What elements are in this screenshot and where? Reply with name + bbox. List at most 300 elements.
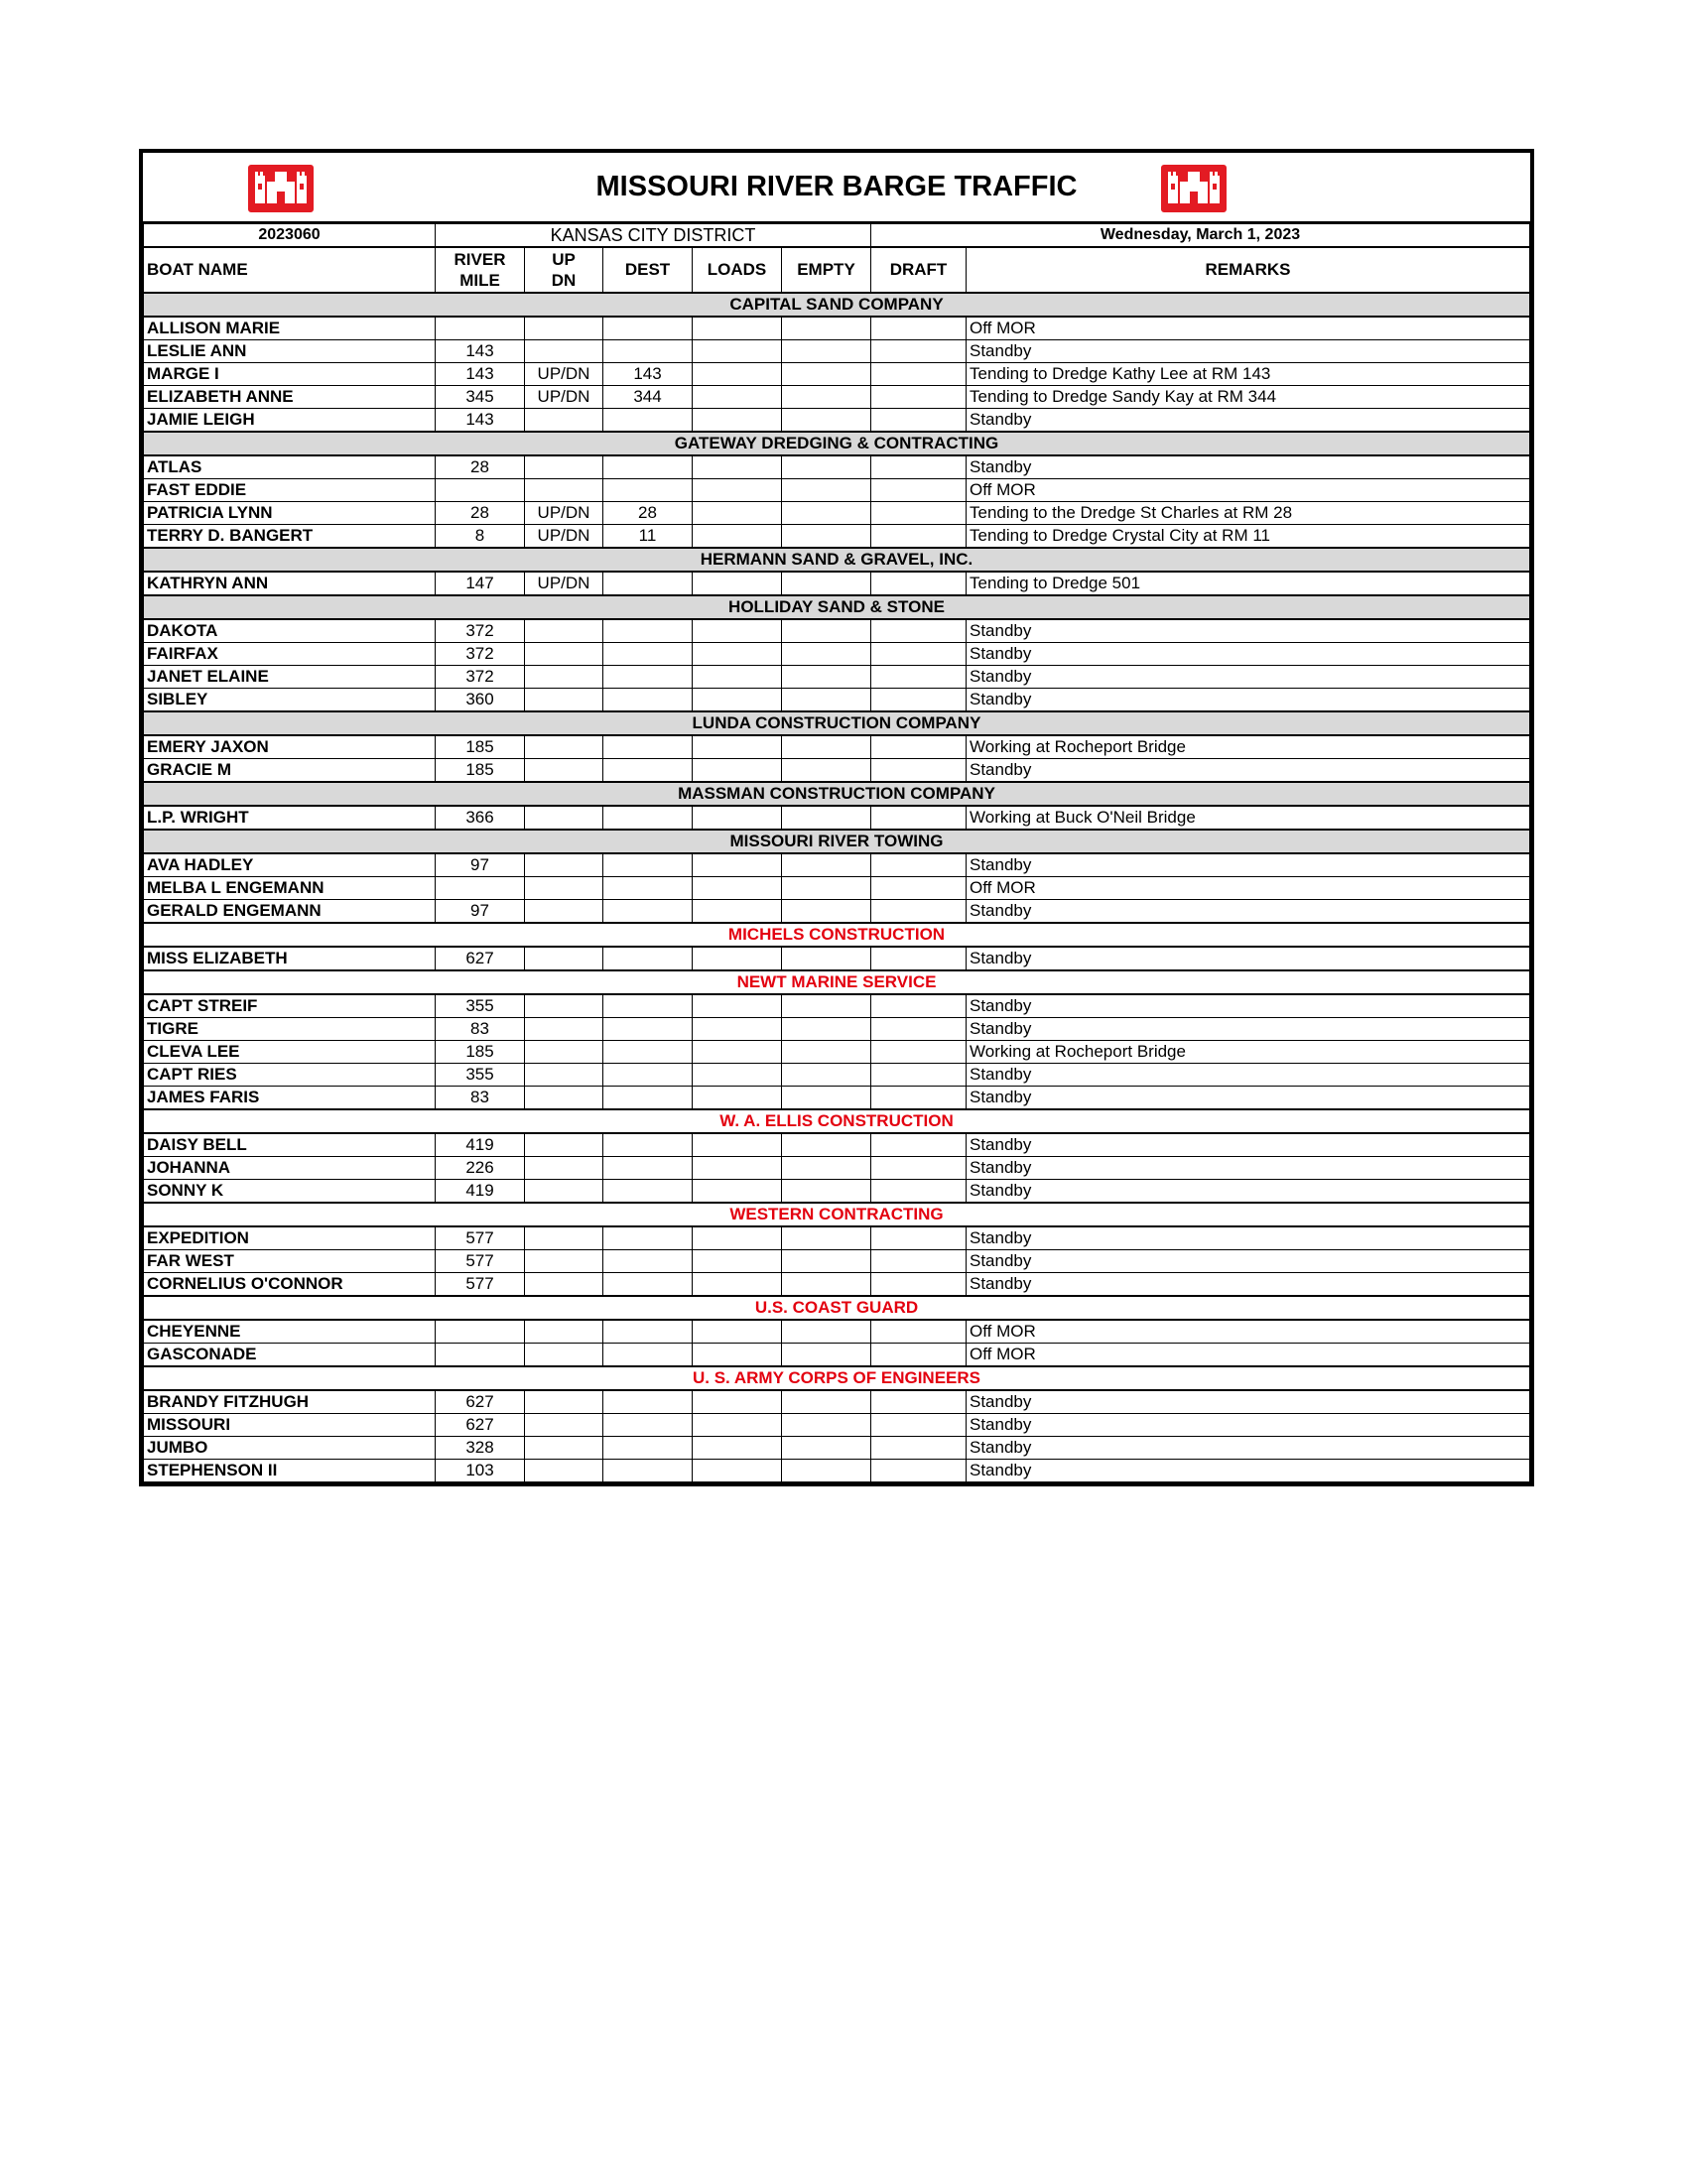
col-up-dn-line2: DN	[551, 270, 577, 290]
draft	[871, 1086, 967, 1109]
river-mile: 185	[436, 758, 525, 782]
river-mile: 577	[436, 1249, 525, 1272]
remarks: Standby	[967, 1063, 1530, 1086]
dest	[603, 455, 693, 479]
boat-name: PATRICIA LYNN	[144, 501, 436, 524]
river-mile: 226	[436, 1156, 525, 1179]
title-cell	[144, 153, 1530, 222]
boat-name: ALLISON MARIE	[144, 317, 436, 340]
draft	[871, 947, 967, 970]
river-mile: 143	[436, 362, 525, 385]
loads	[693, 876, 782, 899]
river-mile: 185	[436, 735, 525, 759]
empty	[782, 1017, 871, 1040]
remarks: Standby	[967, 1156, 1530, 1179]
river-mile: 328	[436, 1436, 525, 1459]
boat-row	[144, 478, 1530, 501]
empty	[782, 1320, 871, 1344]
loads	[693, 408, 782, 432]
draft	[871, 501, 967, 524]
remarks: Off MOR	[967, 876, 1530, 899]
boat-name: CAPT RIES	[144, 1063, 436, 1086]
column-header-row	[144, 247, 1530, 293]
empty	[782, 1459, 871, 1481]
draft	[871, 1179, 967, 1203]
boat-row	[144, 1459, 1530, 1481]
empty	[782, 876, 871, 899]
up-dn	[525, 806, 603, 830]
up-dn	[525, 642, 603, 665]
up-dn	[525, 455, 603, 479]
report-id: 2023060	[144, 222, 436, 247]
boat-row	[144, 362, 1530, 385]
empty	[782, 524, 871, 548]
up-dn: UP/DN	[525, 524, 603, 548]
company-name: HERMANN SAND & GRAVEL, INC.	[144, 548, 1530, 572]
empty	[782, 1390, 871, 1414]
up-dn	[525, 1156, 603, 1179]
draft	[871, 1436, 967, 1459]
remarks: Standby	[967, 994, 1530, 1018]
boat-name: JUMBO	[144, 1436, 436, 1459]
col-river-mile	[436, 247, 525, 293]
boat-name: CLEVA LEE	[144, 1040, 436, 1063]
loads	[693, 1086, 782, 1109]
up-dn	[525, 899, 603, 923]
boat-name: JOHANNA	[144, 1156, 436, 1179]
company-section-header	[144, 782, 1530, 806]
dest: 143	[603, 362, 693, 385]
empty	[782, 853, 871, 877]
up-dn: UP/DN	[525, 572, 603, 595]
dest	[603, 572, 693, 595]
empty	[782, 899, 871, 923]
boat-name: MARGE I	[144, 362, 436, 385]
loads	[693, 758, 782, 782]
draft	[871, 1459, 967, 1481]
draft	[871, 1343, 967, 1366]
remarks: Tending to Dredge Crystal City at RM 11	[967, 524, 1530, 548]
usace-castle-logo-left	[248, 165, 314, 212]
loads	[693, 1017, 782, 1040]
river-mile: 83	[436, 1086, 525, 1109]
river-mile	[436, 1320, 525, 1344]
loads	[693, 1320, 782, 1344]
river-mile: 419	[436, 1133, 525, 1157]
boat-row	[144, 1320, 1530, 1344]
empty	[782, 1249, 871, 1272]
boat-row	[144, 947, 1530, 970]
loads	[693, 806, 782, 830]
boat-name: ELIZABETH ANNE	[144, 385, 436, 408]
empty	[782, 1086, 871, 1109]
empty	[782, 665, 871, 688]
empty	[782, 947, 871, 970]
boat-name: KATHRYN ANN	[144, 572, 436, 595]
company-section-header	[144, 548, 1530, 572]
up-dn	[525, 735, 603, 759]
boat-row	[144, 1390, 1530, 1414]
boat-name: FAST EDDIE	[144, 478, 436, 501]
river-mile: 147	[436, 572, 525, 595]
boat-name: CHEYENNE	[144, 1320, 436, 1344]
barge-traffic-sheet	[139, 149, 1534, 1486]
up-dn	[525, 1133, 603, 1157]
empty	[782, 385, 871, 408]
dest	[603, 735, 693, 759]
company-section-header	[144, 1366, 1530, 1390]
dest: 344	[603, 385, 693, 408]
draft	[871, 572, 967, 595]
company-name: W. A. ELLIS CONSTRUCTION	[144, 1109, 1530, 1133]
up-dn	[525, 1436, 603, 1459]
draft	[871, 1156, 967, 1179]
up-dn	[525, 1320, 603, 1344]
up-dn	[525, 947, 603, 970]
remarks: Working at Buck O'Neil Bridge	[967, 806, 1530, 830]
remarks: Tending to Dredge 501	[967, 572, 1530, 595]
up-dn	[525, 1272, 603, 1296]
empty	[782, 1156, 871, 1179]
loads	[693, 665, 782, 688]
draft	[871, 1063, 967, 1086]
draft	[871, 478, 967, 501]
remarks: Standby	[967, 1249, 1530, 1272]
loads	[693, 385, 782, 408]
dest	[603, 339, 693, 362]
loads	[693, 572, 782, 595]
empty	[782, 1413, 871, 1436]
dest	[603, 876, 693, 899]
remarks: Tending to Dredge Sandy Kay at RM 344	[967, 385, 1530, 408]
dest	[603, 806, 693, 830]
remarks: Off MOR	[967, 317, 1530, 340]
company-name: MISSOURI RIVER TOWING	[144, 830, 1530, 853]
company-name: GATEWAY DREDGING & CONTRACTING	[144, 432, 1530, 455]
company-section-header	[144, 432, 1530, 455]
remarks: Standby	[967, 1133, 1530, 1157]
company-name: HOLLIDAY SAND & STONE	[144, 595, 1530, 619]
boat-row	[144, 1040, 1530, 1063]
draft	[871, 1413, 967, 1436]
boat-name: EXPEDITION	[144, 1226, 436, 1250]
company-name: U.S. COAST GUARD	[144, 1296, 1530, 1320]
company-name: MASSMAN CONSTRUCTION COMPANY	[144, 782, 1530, 806]
draft	[871, 853, 967, 877]
loads	[693, 501, 782, 524]
dest	[603, 1272, 693, 1296]
empty	[782, 1272, 871, 1296]
loads	[693, 1040, 782, 1063]
up-dn	[525, 1063, 603, 1086]
dest	[603, 317, 693, 340]
col-up-dn	[525, 247, 603, 293]
river-mile	[436, 478, 525, 501]
remarks: Standby	[967, 1017, 1530, 1040]
dest	[603, 1133, 693, 1157]
boat-name: ATLAS	[144, 455, 436, 479]
empty	[782, 1040, 871, 1063]
draft	[871, 806, 967, 830]
draft	[871, 1017, 967, 1040]
boat-row	[144, 853, 1530, 877]
loads	[693, 1063, 782, 1086]
river-mile: 28	[436, 455, 525, 479]
empty	[782, 1063, 871, 1086]
col-river-mile-line1: RIVER	[454, 249, 506, 269]
boat-name: FAIRFAX	[144, 642, 436, 665]
up-dn	[525, 876, 603, 899]
boat-row	[144, 1063, 1530, 1086]
boat-name: CAPT STREIF	[144, 994, 436, 1018]
remarks: Off MOR	[967, 1343, 1530, 1366]
company-name: LUNDA CONSTRUCTION COMPANY	[144, 711, 1530, 735]
draft	[871, 642, 967, 665]
river-mile: 185	[436, 1040, 525, 1063]
boat-name: MISSOURI	[144, 1413, 436, 1436]
company-section-header	[144, 1296, 1530, 1320]
remarks: Standby	[967, 1086, 1530, 1109]
loads	[693, 735, 782, 759]
draft	[871, 1249, 967, 1272]
draft	[871, 876, 967, 899]
loads	[693, 853, 782, 877]
dest	[603, 853, 693, 877]
dest	[603, 665, 693, 688]
draft	[871, 339, 967, 362]
remarks: Standby	[967, 899, 1530, 923]
empty	[782, 1179, 871, 1203]
loads	[693, 1436, 782, 1459]
river-mile: 355	[436, 1063, 525, 1086]
boat-row	[144, 758, 1530, 782]
draft	[871, 317, 967, 340]
river-mile: 8	[436, 524, 525, 548]
loads	[693, 642, 782, 665]
river-mile: 366	[436, 806, 525, 830]
boat-row	[144, 1413, 1530, 1436]
dest	[603, 1086, 693, 1109]
boat-row	[144, 806, 1530, 830]
boat-name: MELBA L ENGEMANN	[144, 876, 436, 899]
up-dn	[525, 758, 603, 782]
boat-name: MISS ELIZABETH	[144, 947, 436, 970]
empty	[782, 994, 871, 1018]
boat-name: TERRY D. BANGERT	[144, 524, 436, 548]
draft	[871, 455, 967, 479]
company-name: U. S. ARMY CORPS OF ENGINEERS	[144, 1366, 1530, 1390]
draft	[871, 1272, 967, 1296]
dest	[603, 1179, 693, 1203]
up-dn	[525, 1017, 603, 1040]
boat-row	[144, 524, 1530, 548]
up-dn	[525, 688, 603, 711]
draft	[871, 899, 967, 923]
river-mile: 627	[436, 947, 525, 970]
boat-row	[144, 665, 1530, 688]
draft	[871, 688, 967, 711]
dest	[603, 1413, 693, 1436]
boat-row	[144, 1133, 1530, 1157]
empty	[782, 806, 871, 830]
loads	[693, 1226, 782, 1250]
loads	[693, 339, 782, 362]
boat-row	[144, 994, 1530, 1018]
empty	[782, 688, 871, 711]
empty	[782, 1436, 871, 1459]
dest	[603, 994, 693, 1018]
boat-name: GERALD ENGEMANN	[144, 899, 436, 923]
river-mile: 372	[436, 665, 525, 688]
dest	[603, 619, 693, 643]
loads	[693, 994, 782, 1018]
boat-name: EMERY JAXON	[144, 735, 436, 759]
boat-name: STEPHENSON II	[144, 1459, 436, 1481]
up-dn	[525, 317, 603, 340]
draft	[871, 1226, 967, 1250]
remarks: Standby	[967, 1390, 1530, 1414]
loads	[693, 1343, 782, 1366]
up-dn	[525, 1459, 603, 1481]
remarks: Standby	[967, 1179, 1530, 1203]
river-mile	[436, 317, 525, 340]
boat-row	[144, 408, 1530, 432]
dest	[603, 1156, 693, 1179]
boat-row	[144, 642, 1530, 665]
loads	[693, 688, 782, 711]
report-date: Wednesday, March 1, 2023	[871, 222, 1530, 247]
remarks: Standby	[967, 642, 1530, 665]
river-mile: 97	[436, 853, 525, 877]
col-draft: DRAFT	[871, 247, 967, 293]
draft	[871, 524, 967, 548]
dest	[603, 758, 693, 782]
company-name: MICHELS CONSTRUCTION	[144, 923, 1530, 947]
remarks: Working at Rocheport Bridge	[967, 735, 1530, 759]
remarks: Standby	[967, 947, 1530, 970]
company-section-header	[144, 293, 1530, 317]
draft	[871, 408, 967, 432]
loads	[693, 524, 782, 548]
remarks: Tending to the Dredge St Charles at RM 28	[967, 501, 1530, 524]
remarks: Working at Rocheport Bridge	[967, 1040, 1530, 1063]
dest: 28	[603, 501, 693, 524]
loads	[693, 947, 782, 970]
dest	[603, 1063, 693, 1086]
river-mile: 360	[436, 688, 525, 711]
dest	[603, 478, 693, 501]
boat-row	[144, 735, 1530, 759]
col-remarks: REMARKS	[967, 247, 1530, 293]
company-section-header	[144, 970, 1530, 994]
boat-row	[144, 1343, 1530, 1366]
boat-row	[144, 1436, 1530, 1459]
boat-name: BRANDY FITZHUGH	[144, 1390, 436, 1414]
boat-name: L.P. WRIGHT	[144, 806, 436, 830]
river-mile: 103	[436, 1459, 525, 1481]
boat-row	[144, 1179, 1530, 1203]
boat-row	[144, 385, 1530, 408]
river-mile: 355	[436, 994, 525, 1018]
dest	[603, 947, 693, 970]
remarks: Standby	[967, 758, 1530, 782]
col-dest: DEST	[603, 247, 693, 293]
dest	[603, 1040, 693, 1063]
loads	[693, 317, 782, 340]
up-dn	[525, 665, 603, 688]
empty	[782, 362, 871, 385]
col-up-dn-line1: UP	[552, 249, 576, 269]
river-mile: 577	[436, 1272, 525, 1296]
loads	[693, 1156, 782, 1179]
boat-name: JANET ELAINE	[144, 665, 436, 688]
empty	[782, 735, 871, 759]
loads	[693, 1133, 782, 1157]
boat-row	[144, 1156, 1530, 1179]
empty	[782, 455, 871, 479]
company-section-header	[144, 1203, 1530, 1226]
usace-castle-logo-right	[1161, 165, 1227, 212]
draft	[871, 1040, 967, 1063]
company-section-header	[144, 923, 1530, 947]
title-row	[144, 153, 1530, 222]
river-mile: 97	[436, 899, 525, 923]
draft	[871, 665, 967, 688]
dest	[603, 1249, 693, 1272]
up-dn	[525, 1390, 603, 1414]
col-river-mile-line2: MILE	[459, 270, 500, 290]
boat-name: FAR WEST	[144, 1249, 436, 1272]
dest	[603, 642, 693, 665]
barge-table	[143, 153, 1530, 1482]
empty	[782, 317, 871, 340]
empty	[782, 758, 871, 782]
boat-name: DAISY BELL	[144, 1133, 436, 1157]
dest	[603, 1226, 693, 1250]
river-mile: 372	[436, 642, 525, 665]
remarks: Standby	[967, 853, 1530, 877]
boat-name: DAKOTA	[144, 619, 436, 643]
boat-row	[144, 1272, 1530, 1296]
remarks: Standby	[967, 1436, 1530, 1459]
boat-name: JAMIE LEIGH	[144, 408, 436, 432]
company-section-header	[144, 595, 1530, 619]
draft	[871, 735, 967, 759]
up-dn	[525, 619, 603, 643]
remarks: Standby	[967, 688, 1530, 711]
boat-row	[144, 876, 1530, 899]
boat-row	[144, 572, 1530, 595]
loads	[693, 899, 782, 923]
company-name: WESTERN CONTRACTING	[144, 1203, 1530, 1226]
loads	[693, 455, 782, 479]
draft	[871, 385, 967, 408]
up-dn	[525, 478, 603, 501]
remarks: Standby	[967, 1459, 1530, 1481]
loads	[693, 1413, 782, 1436]
loads	[693, 1390, 782, 1414]
river-mile: 419	[436, 1179, 525, 1203]
col-empty: EMPTY	[782, 247, 871, 293]
loads	[693, 362, 782, 385]
remarks: Standby	[967, 1226, 1530, 1250]
company-name: NEWT MARINE SERVICE	[144, 970, 1530, 994]
empty	[782, 1343, 871, 1366]
company-section-header	[144, 1109, 1530, 1133]
district-name: KANSAS CITY DISTRICT	[436, 222, 871, 247]
loads	[693, 619, 782, 643]
empty	[782, 1226, 871, 1250]
